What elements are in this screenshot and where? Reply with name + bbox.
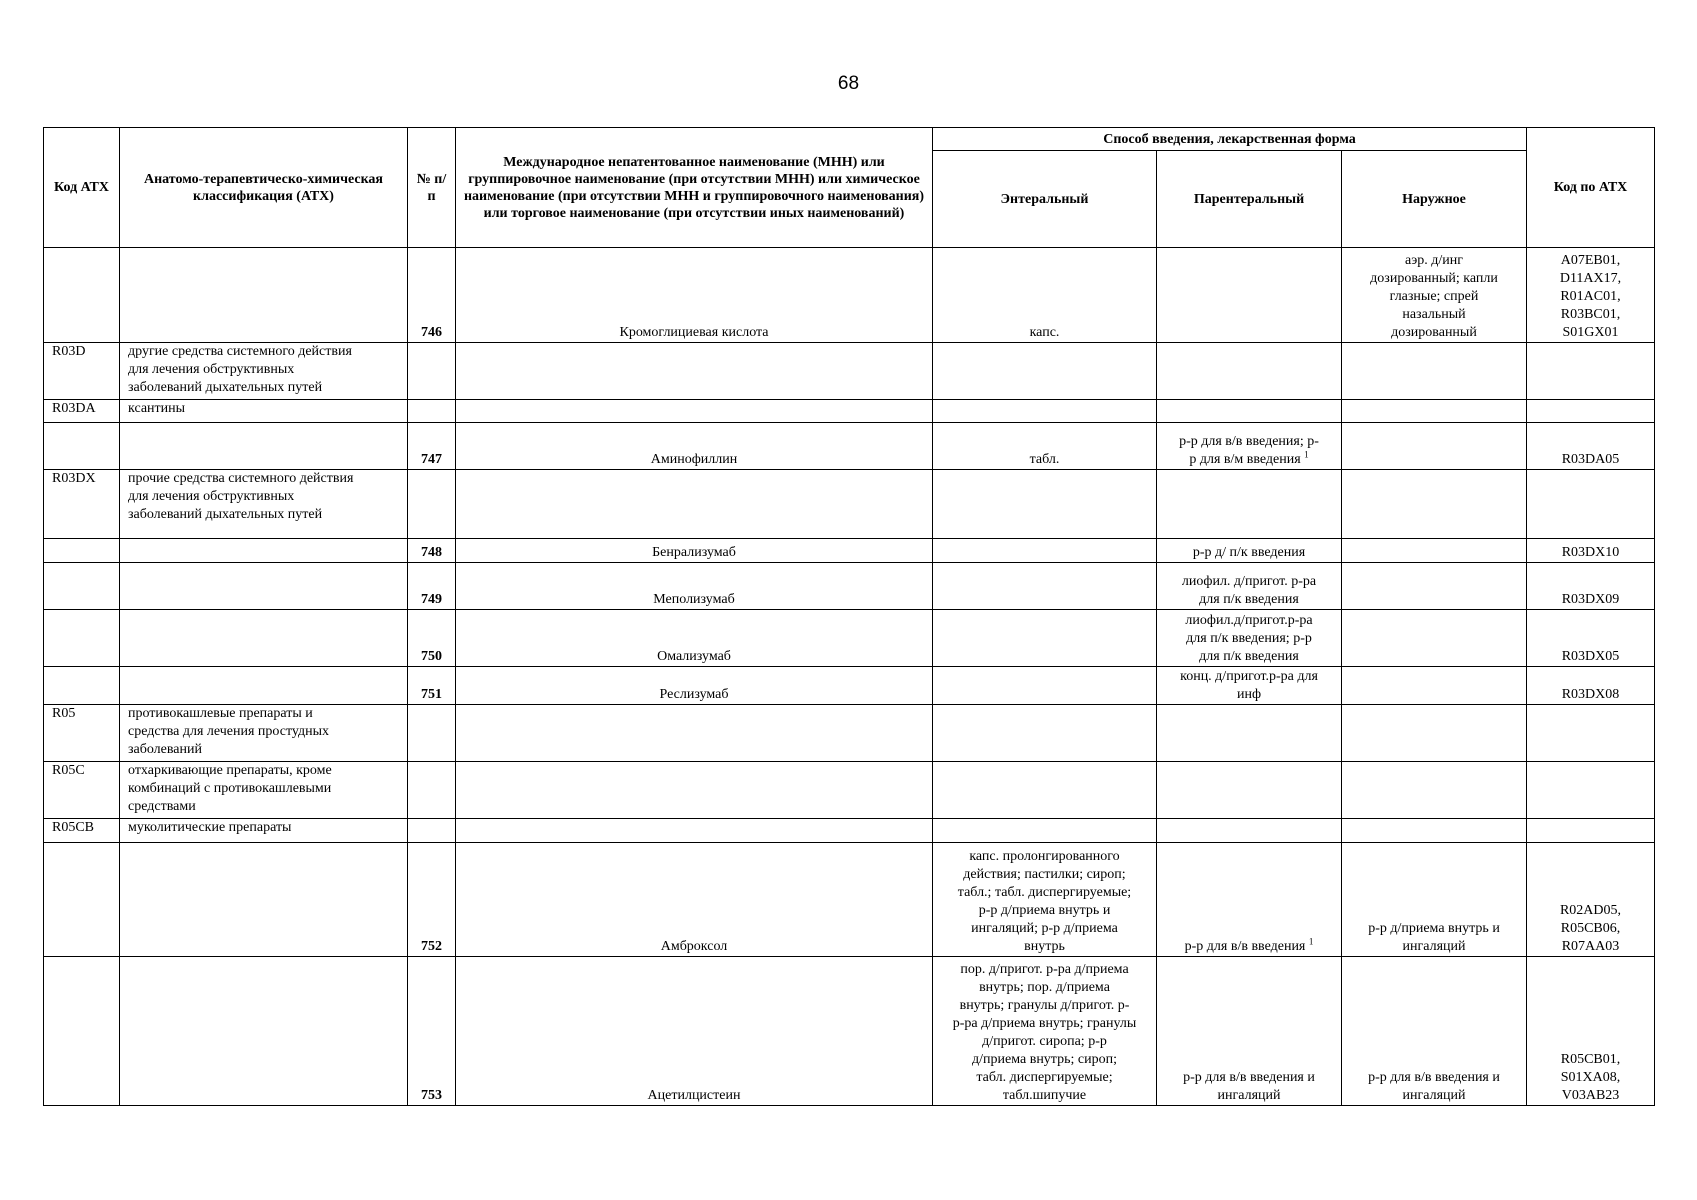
row-enteral-cell: [933, 248, 1157, 343]
row-classification-cell: [120, 843, 408, 957]
header-drug-name: Международное непатентованное наименование (МНН) или группировочное наименование (при отсутствии МНН) или химическое наименование (при отсутствии МНН и группировочного наименования) или торговое наименование (при отсутствии иных наименований): [456, 128, 933, 248]
table-row: [44, 400, 1655, 423]
row-code-text: R05: [52, 706, 76, 721]
row-enteral-cell: [933, 957, 1157, 1106]
row-drug-name-text: Омализумаб: [657, 649, 731, 664]
header-parenteral: Парентеральный: [1157, 151, 1342, 248]
row-number-cell: [408, 819, 456, 843]
row-parenteral-cell: [1157, 423, 1342, 470]
row-atx-code-cell: [1527, 667, 1655, 705]
row-enteral-cell: [933, 470, 1157, 539]
row-number-cell: [408, 610, 456, 667]
table-row: [44, 843, 1655, 957]
row-parenteral-text: р-р для в/в введения: [1184, 939, 1306, 954]
row-drug-name-cell: [456, 539, 933, 563]
table-body: [44, 248, 1655, 1106]
row-number-cell: [408, 843, 456, 957]
row-parenteral-text: конц. д/пригот.р-ра для инф: [1180, 669, 1318, 702]
row-atx-code-text: R02AD05, R05CB06, R07AA03: [1559, 903, 1622, 954]
row-atx-code-cell: [1527, 957, 1655, 1106]
row-external-cell: [1342, 539, 1527, 563]
row-parenteral-cell: [1157, 762, 1342, 819]
header-external: Наружное: [1342, 151, 1527, 248]
row-code-cell: [44, 843, 120, 957]
row-drug-name-cell: [456, 762, 933, 819]
table-row: [44, 762, 1655, 819]
row-enteral-cell: [933, 843, 1157, 957]
header-route-group: Способ введения, лекарственная форма: [933, 128, 1527, 151]
row-atx-code-cell: [1527, 423, 1655, 470]
row-drug-name-cell: [456, 819, 933, 843]
table-row: [44, 610, 1655, 667]
row-external-cell: [1342, 400, 1527, 423]
row-atx-code-text: R03DX05: [1561, 649, 1620, 664]
row-parenteral-text: р-р для в/в введения и ингаляций: [1183, 1070, 1315, 1103]
row-drug-name-text: Бенрализумаб: [652, 545, 736, 560]
row-parenteral-cell: [1157, 819, 1342, 843]
table-row: [44, 423, 1655, 470]
row-external-cell: [1342, 705, 1527, 762]
row-external-cell: [1342, 843, 1527, 957]
row-parenteral-text: лиофил. д/пригот. р-ра для п/к введения: [1181, 574, 1317, 607]
row-atx-code-text: R03DX09: [1561, 592, 1620, 607]
row-classification-text: отхаркивающие препараты, кроме комбинаций с противокашлевыми средствами: [128, 763, 332, 814]
row-classification-cell: [120, 563, 408, 610]
row-classification-text: другие средства системного действия для лечения обструктивных заболеваний дыхательных путей: [128, 344, 352, 395]
row-number-cell: [408, 563, 456, 610]
header-number: № п/п: [408, 128, 456, 248]
row-enteral-cell: [933, 400, 1157, 423]
row-number-text: 753: [421, 1088, 442, 1103]
row-enteral-cell: [933, 423, 1157, 470]
row-atx-code-text: R05CB01, S01XA08, V03AB23: [1560, 1052, 1621, 1103]
row-classification-cell: [120, 248, 408, 343]
header-enteral: Энтеральный: [933, 151, 1157, 248]
row-number-cell: [408, 667, 456, 705]
row-parenteral-text: р-р д/ п/к введения: [1192, 545, 1306, 560]
row-atx-code-cell: [1527, 563, 1655, 610]
row-number-cell: [408, 470, 456, 539]
row-drug-name-cell: [456, 610, 933, 667]
row-parenteral-cell: [1157, 343, 1342, 400]
row-classification-text: ксантины: [128, 401, 186, 416]
footnote-marker: 1: [1308, 936, 1314, 947]
row-drug-name-text: Ацетилцистеин: [647, 1088, 741, 1103]
row-enteral-text: капс.: [1029, 325, 1060, 340]
row-enteral-cell: [933, 762, 1157, 819]
table-row: [44, 563, 1655, 610]
row-atx-code-text: R03DA05: [1561, 452, 1620, 467]
table-row: [44, 667, 1655, 705]
row-number-text: 747: [421, 452, 442, 467]
row-number-text: 750: [421, 649, 442, 664]
row-drug-name-cell: [456, 667, 933, 705]
row-external-cell: [1342, 762, 1527, 819]
row-atx-code-cell: [1527, 248, 1655, 343]
row-code-cell: [44, 470, 120, 539]
row-enteral-text: табл.: [1029, 452, 1060, 467]
row-external-text: аэр. д/инг дозированный; капли глазные; спрей назальный дозированный: [1370, 253, 1498, 340]
row-classification-cell: [120, 819, 408, 843]
row-drug-name-cell: [456, 957, 933, 1106]
row-external-cell: [1342, 343, 1527, 400]
row-enteral-cell: [933, 705, 1157, 762]
row-code-cell: [44, 957, 120, 1106]
row-classification-cell: [120, 705, 408, 762]
row-number-cell: [408, 762, 456, 819]
table-row: [44, 470, 1655, 539]
row-parenteral-text: лиофил.д/пригот.р-ра для п/к введения; р-р для п/к введения: [1185, 613, 1313, 664]
row-code-cell: [44, 610, 120, 667]
row-external-cell: [1342, 423, 1527, 470]
table-row: [44, 343, 1655, 400]
row-number-cell: [408, 400, 456, 423]
row-parenteral-cell: [1157, 957, 1342, 1106]
row-drug-name-cell: [456, 400, 933, 423]
row-drug-name-text: Кромоглициевая кислота: [619, 325, 769, 340]
header-atx-code: Код по АТХ: [1527, 128, 1655, 248]
row-code-cell: [44, 343, 120, 400]
row-parenteral-text: р-р для в/в введения; р- р для в/м введения: [1179, 434, 1319, 467]
row-classification-cell: [120, 539, 408, 563]
row-number-text: 749: [421, 592, 442, 607]
row-parenteral-cell: [1157, 563, 1342, 610]
row-code-cell: [44, 819, 120, 843]
row-parenteral-cell: [1157, 705, 1342, 762]
row-atx-code-cell: [1527, 705, 1655, 762]
row-classification-cell: [120, 667, 408, 705]
row-number-cell: [408, 539, 456, 563]
row-enteral-cell: [933, 343, 1157, 400]
row-classification-cell: [120, 957, 408, 1106]
header-classification: Анатомо-терапевтическо-химическая классификация (АТХ): [120, 128, 408, 248]
row-atx-code-cell: [1527, 819, 1655, 843]
row-external-text: р-р для в/в введения и ингаляций: [1368, 1070, 1500, 1103]
row-parenteral-cell: [1157, 248, 1342, 343]
row-drug-name-text: Меполизумаб: [653, 592, 735, 607]
row-classification-cell: [120, 423, 408, 470]
row-drug-name-cell: [456, 343, 933, 400]
row-atx-code-text: R03DX10: [1561, 545, 1620, 560]
row-classification-text: муколитические препараты: [128, 820, 292, 835]
row-enteral-cell: [933, 667, 1157, 705]
row-code-text: R03DX: [52, 471, 96, 486]
row-code-cell: [44, 563, 120, 610]
table-row: [44, 248, 1655, 343]
row-number-cell: [408, 248, 456, 343]
row-enteral-cell: [933, 819, 1157, 843]
page-number: 68: [837, 73, 860, 94]
row-classification-cell: [120, 343, 408, 400]
row-code-text: R05C: [52, 763, 85, 778]
drug-table: [43, 127, 1655, 1106]
row-drug-name-text: Реслизумаб: [659, 687, 729, 702]
row-atx-code-cell: [1527, 843, 1655, 957]
row-parenteral-cell: [1157, 470, 1342, 539]
row-external-text: р-р д/приема внутрь и ингаляций: [1368, 921, 1500, 954]
row-number-text: 748: [421, 545, 442, 560]
row-atx-code-cell: [1527, 762, 1655, 819]
row-drug-name-cell: [456, 563, 933, 610]
row-number-cell: [408, 343, 456, 400]
row-drug-name-text: Амброксол: [660, 939, 728, 954]
table-row: [44, 819, 1655, 843]
row-atx-code-cell: [1527, 400, 1655, 423]
row-atx-code-text: A07EB01, D11AX17, R01AC01, R03BC01, S01GX01: [1559, 253, 1622, 340]
row-code-cell: [44, 705, 120, 762]
row-drug-name-cell: [456, 843, 933, 957]
row-atx-code-cell: [1527, 470, 1655, 539]
row-external-cell: [1342, 563, 1527, 610]
row-parenteral-cell: [1157, 843, 1342, 957]
row-drug-name-cell: [456, 248, 933, 343]
row-drug-name-cell: [456, 423, 933, 470]
row-parenteral-cell: [1157, 539, 1342, 563]
row-parenteral-cell: [1157, 610, 1342, 667]
row-code-cell: [44, 423, 120, 470]
row-enteral-cell: [933, 563, 1157, 610]
row-external-cell: [1342, 819, 1527, 843]
row-classification-text: прочие средства системного действия для лечения обструктивных заболеваний дыхательных путей: [128, 471, 354, 522]
row-code-cell: [44, 762, 120, 819]
row-atx-code-cell: [1527, 610, 1655, 667]
row-atx-code-cell: [1527, 539, 1655, 563]
row-number-cell: [408, 423, 456, 470]
row-classification-cell: [120, 400, 408, 423]
row-code-cell: [44, 539, 120, 563]
table-row: [44, 539, 1655, 563]
row-parenteral-cell: [1157, 667, 1342, 705]
row-number-text: 752: [421, 939, 442, 954]
row-atx-code-cell: [1527, 343, 1655, 400]
row-classification-cell: [120, 762, 408, 819]
table-row: [44, 957, 1655, 1106]
row-enteral-cell: [933, 610, 1157, 667]
row-classification-cell: [120, 470, 408, 539]
row-number-cell: [408, 957, 456, 1106]
row-number-cell: [408, 705, 456, 762]
row-enteral-text: пор. д/пригот. р-ра д/приема внутрь; пор. д/приема внутрь; гранулы д/пригот. р- р-ра д/приема внутрь; гранулы д/пригот. сиропа; р-р д/приема внутрь; сироп; табл. диспергируемые; табл.шипучие: [952, 962, 1137, 1103]
row-external-cell: [1342, 248, 1527, 343]
row-number-text: 746: [421, 325, 442, 340]
row-external-cell: [1342, 610, 1527, 667]
row-parenteral-cell: [1157, 400, 1342, 423]
row-external-cell: [1342, 667, 1527, 705]
row-external-cell: [1342, 470, 1527, 539]
row-drug-name-cell: [456, 470, 933, 539]
row-code-text: R03DA: [52, 401, 96, 416]
header-code-atx: Код АТХ: [44, 128, 120, 248]
row-code-cell: [44, 248, 120, 343]
row-code-cell: [44, 400, 120, 423]
table-header: [44, 128, 1655, 248]
row-number-text: 751: [421, 687, 442, 702]
row-code-text: R05CB: [52, 820, 95, 835]
row-code-cell: [44, 667, 120, 705]
row-drug-name-text: Аминофиллин: [650, 452, 738, 467]
row-drug-name-cell: [456, 705, 933, 762]
row-code-text: R03D: [52, 344, 86, 359]
row-classification-text: противокашлевые препараты и средства для лечения простудных заболеваний: [128, 706, 330, 757]
table-row: [44, 705, 1655, 762]
row-enteral-cell: [933, 539, 1157, 563]
row-atx-code-text: R03DX08: [1561, 687, 1620, 702]
row-classification-cell: [120, 610, 408, 667]
row-enteral-text: капс. пролонгированного действия; пастилки; сироп; табл.; табл. диспергируемые; р-р д/приема внутрь и ингаляций; р-р д/приема внутрь: [957, 849, 1132, 954]
row-external-cell: [1342, 957, 1527, 1106]
footnote-marker: 1: [1304, 449, 1309, 460]
